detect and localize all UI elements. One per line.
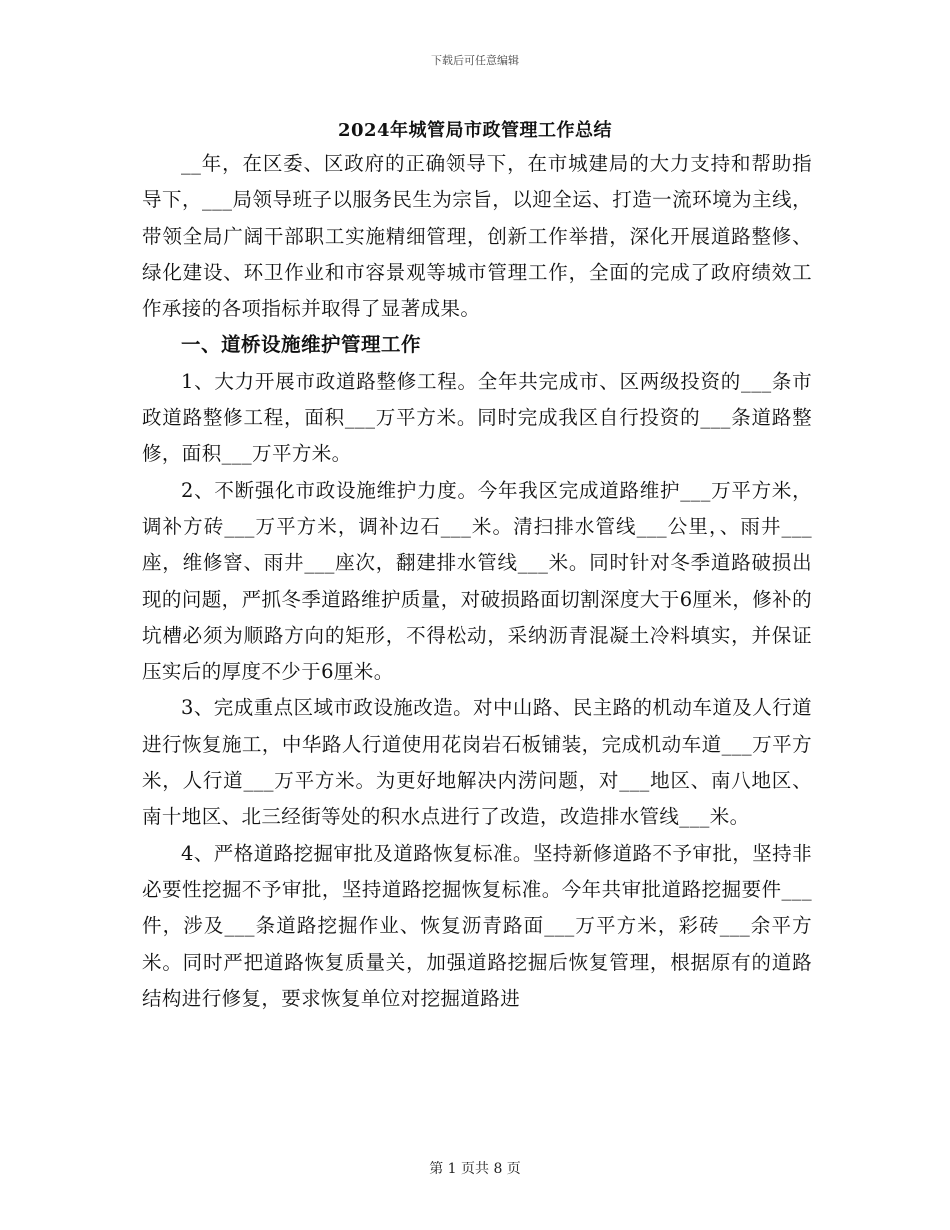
item-paragraph-1: 1、大力开展市政道路整修工程。全年共完成市、区两级投资的___条市政道路整修工程，面积___万平方米。同时完成我区自行投资的___条道路整修，面积___万平方米。 [142,369,812,466]
item-paragraph-3: 3、完成重点区域市政设施改造。对中山路、民主路的机动车道及人行道进行恢复施工，中华路人行道使用花岗岩石板铺装，完成机动车道___万平方米，人行道___万平方米。为更好地解决内涝问题，对___地区、南八地区、南十地区、北三经街等处的积水点进行了改造，改造排水管线___米。 [142,696,812,829]
document-title: 2024年城管局市政管理工作总结 [337,120,613,141]
item-paragraph-2: 2、不断强化市政设施维护力度。今年我区完成道路维护___万平方米，调补方砖___万平方米，调补边石___米。清扫排水管线___公里，、雨井___座，维修窨、雨井___座次，翻建排水管线___米。同时针对冬季道路破损出现的问题，严抓冬季道路维护质量，对破损路面切割深度大于6厘米，修补的坑槽必须为顺路方向的矩形，不得松动，采纳沥青混凝土冷料填实，并保证压实后的厚度不少于6厘米。 [142,478,812,684]
page-number: 第 1 页共 8 页 [429,1161,521,1177]
section-heading: 一、道桥设施维护管理工作 [181,333,422,357]
intro-paragraph: __年，在区委、区政府的正确领导下，在市城建局的大力支持和帮助指导下，___局领导班子以服务民生为宗旨，以迎全运、打造一流环境为主线，带领全局广阔干部职工实施精细管理，创新工作举措，深化开展道路整修、绿化建设、环卫作业和市容景观等城市管理工作，全面的完成了政府绩效工作承接的各项指标并取得了显著成果。 [142,152,812,321]
page-header-note: 下载后可任意编辑 [431,54,519,67]
item-paragraph-4: 4、严格道路挖掘审批及道路恢复标准。坚持新修道路不予审批，坚持非必要性挖掘不予审批，坚持道路挖掘恢复标准。今年共审批道路挖掘要件___件，涉及___条道路挖掘作业、恢复沥青路面___万平方米，彩砖___余平方米。同时严把道路恢复质量关，加强道路挖掘后恢复管理，根据原有的道路结构进行修复，要求恢复单位对挖掘道路进 [142,841,812,1010]
document-body [142,146,812,1017]
